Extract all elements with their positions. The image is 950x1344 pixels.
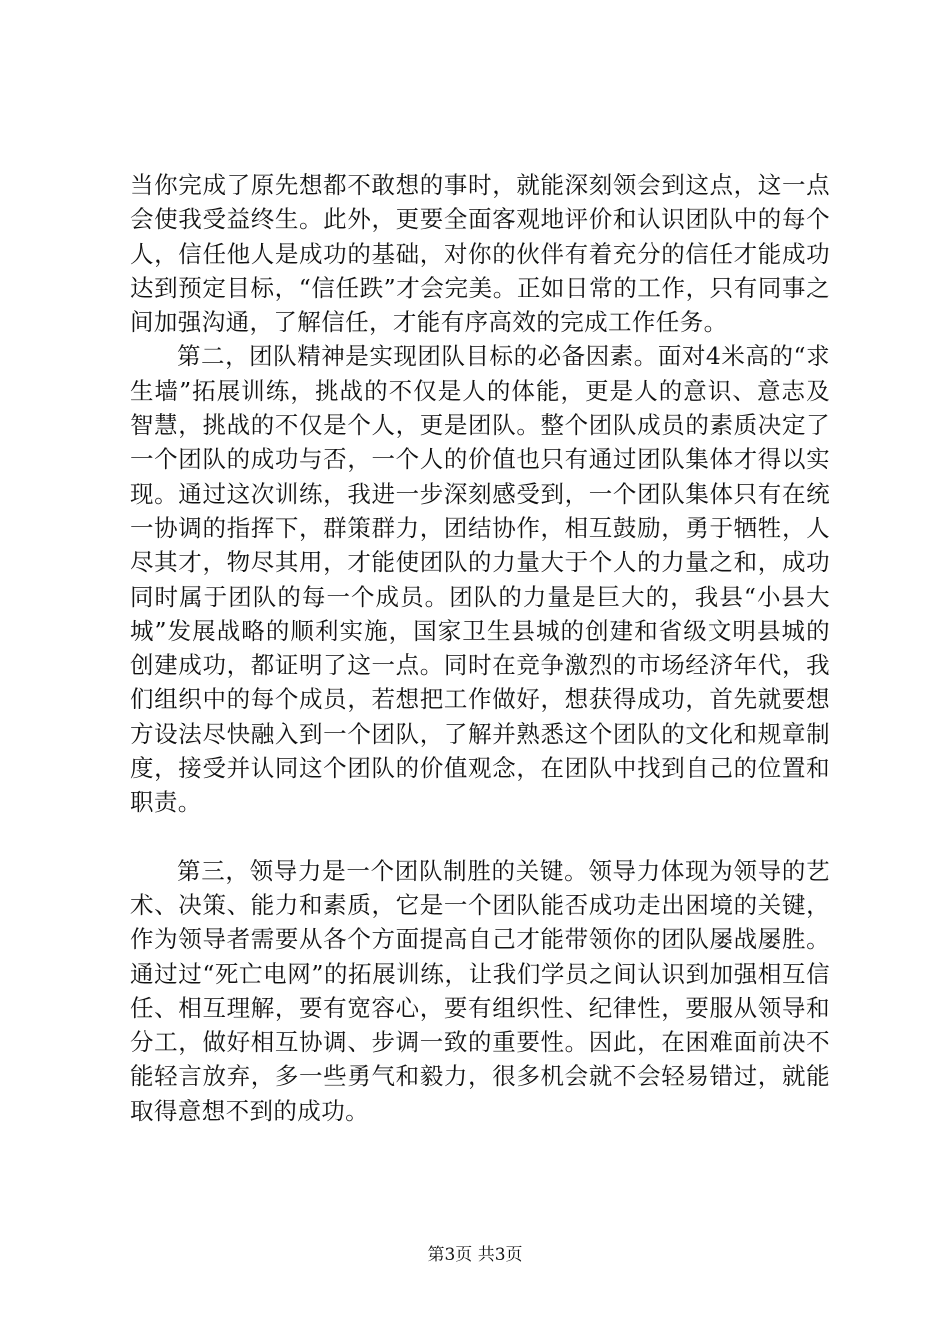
paragraph-continued: 当你完成了原先想都不敢想的事时，就能深刻领会到这点，这一点会使我受益终生。此外，更要全面客观地评价和认识团队中的每个人，信任他人是成功的基础，对你的伙伴有着充分的信任才能成功达到预定目标，“信任跌”才会完美。正如日常的工作，只有同事之间加强沟通，了解信任，才能有序高效的完成工作任务。 — [130, 171, 830, 337]
paragraph-second-point: 第二，团队精神是实现团队目标的必备因素。面对4米高的“求生墙”拓展训练，挑战的不仅是人的体能，更是人的意识、意志及智慧，挑战的不仅是个人，更是团队。整个团队成员的素质决定了一个团队的成功与否，一个人的价值也只有通过团队集体才得以实现。通过这次训练，我进一步深刻感受到，一个团队集体只有在统一协调的指挥下，群策群力，团结协作，相互鼓励，勇于牺牲，人尽其才，物尽其用，才能使团队的力量大于个人的力量之和，成功同时属于团队的每一个成员。团队的力量是巨大的，我县“小县大城”发展战略的顺利实施，国家卫生县城的创建和省级文明县城的创建成功，都证明了这一点。同时在竞争激烈的市场经济年代，我们组织中的每个成员，若想把工作做好，想获得成功，首先就要想方设法尽快融入到一个团队，了解并熟悉这个团队的文化和规章制度，接受并认同这个团队的价值观念，在团队中找到自己的位置和职责。 — [130, 342, 830, 817]
paragraph-spacer — [130, 820, 830, 854]
page-number-footer: 第3页 共3页 — [427, 1245, 523, 1265]
document-body — [130, 168, 830, 1128]
paragraph-third-point: 第三，领导力是一个团队制胜的关键。领导力体现为领导的艺术、决策、能力和素质，它是一个团队能否成功走出困境的关键，作为领导者需要从各个方面提高自己才能带领你的团队屡战屡胜。通过过“死亡电网”的拓展训练，让我们学员之间认识到加强相互信任、相互理解，要有宽容心，要有组织性、纪律性，要服从领导和分工，做好相互协调、步调一致的重要性。因此，在困难面前决不能轻言放弃，多一些勇气和毅力，很多机会就不会轻易错过，就能取得意想不到的成功。 — [130, 856, 830, 1125]
